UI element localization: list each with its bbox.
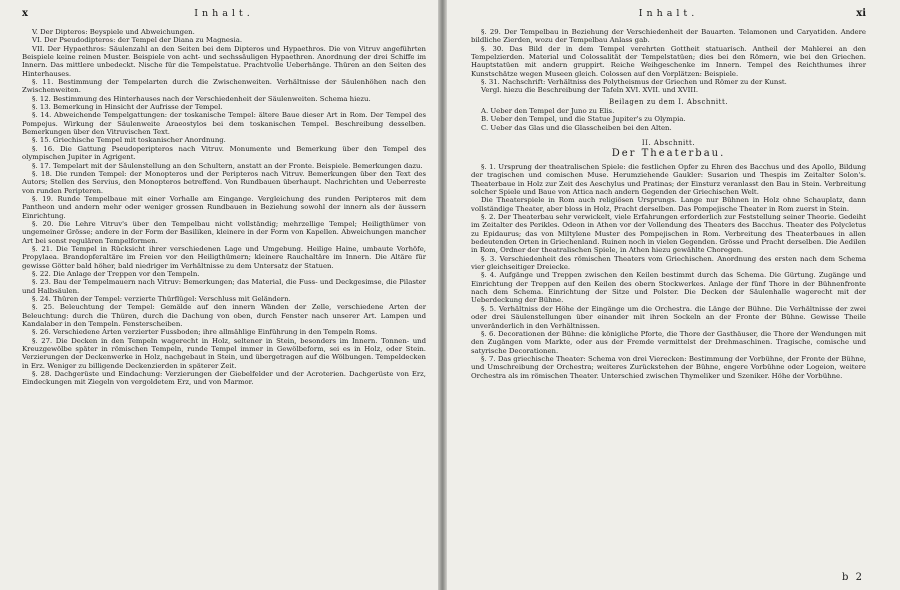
toc-entry: §. 22. Die Anlage der Treppen vor den Tempeln.	[32, 269, 200, 278]
right-page	[447, 0, 900, 590]
toc-entry: §. 3. Verschiedenheit des römischen Theaters vom Griechischen. Anordnung des ersten nach dem Schema vier gleichseitiger Dreiecke.	[471, 254, 866, 272]
appendix-item: A. Ueber den Tempel der Juno zu Elis.	[481, 106, 615, 115]
toc-entry: §. 20. Die Lehre Vitruv's über den Tempelbau nicht vollständig; mehrzellige Tempel; Heiligthümer von ungemeiner Grösse; andere in der Form der Basiliken, kleinere in der Form von Kapellen. Abweichungen mancher Art bei sonst regulären Tempelformen.	[22, 219, 426, 245]
toc-entry: §. 5. Verhältniss der Höhe der Eingänge um die Orchestra. die Länge der Bühne. Die Verhältnisse der zwei oder drei Säulenstellungen über einander mit ihren Sockeln an der Fronte der Bühne. Gewisse Theile unveränderlich in den Verhältnissen.	[471, 304, 866, 330]
toc-entry: §. 7. Das griechische Theater: Schema von drei Vierecken: Bestimmung der Vorbühne, der Fronte der Bühne, und Umschreibung der Orchestra; weiteres Zurückstehen der Bühne, engere Vorbühne oder Logeion, weitere Orchestra als im römischen Theater. Unterschied zwischen Thymeliker und Szeniker. Höhe der Vorbühne.	[471, 354, 866, 380]
section-title: Der Theaterbau.	[611, 147, 726, 159]
section-number: II. Abschnitt.	[641, 138, 696, 147]
toc-entry: §. 13. Bemerkung in Hinsicht der Aufrisse der Tempel.	[32, 103, 223, 112]
toc-entry: §. 16. Die Gattung Pseudoperipteros nach Vitruv. Monumente und Bemerkung über den Tempel des olympischen Jupiter in Agrigent.	[22, 144, 426, 162]
toc-entry: §. 18. Die runden Tempel: der Monopteros und der Peripteros nach Vitruv. Bemerkungen über den Text des Autors; Stellen des Servius, den Monopteros betreffend. Von Rundbauen überhaupt. Nachrichten und Ueberreste von runden Peripteren.	[22, 169, 426, 195]
appendix-title: Beilagen zu dem I. Abschnitt.	[608, 97, 729, 106]
toc-entry: §. 4. Aufgänge und Treppen zwischen den Keilen bestimmt durch das Schema. Die Gürtung. Zugänge und Einrichtung der Treppen auf den Keilen des obern Stockwerkes. Anlage der fünf Thore in der Bühnenfronte nach dem Schema. Einrichtung der Sitze und Polster. Die Decken der Säulenhalle wagerecht mit der Ueberdeckung der Bühne.	[471, 271, 866, 305]
toc-entry: §. 26. Verschiedene Arten verzierter Fussboden; ihre allmählige Einführung in den Tempeln Roms.	[32, 328, 378, 337]
left-running-head: Inhalt.	[194, 8, 254, 19]
toc-entry: §. 17. Tempelart mit der Säulenstellung an den Schultern, anstatt an der Fronte. Beispiele. Bemerkungen dazu.	[32, 161, 423, 170]
left-page-number: x	[22, 8, 28, 19]
left-page	[0, 0, 438, 590]
right-page-number: xi	[856, 8, 866, 19]
appendix-item: B. Ueber den Tempel, und die Statue Jupiter's zu Olympia.	[481, 115, 686, 124]
signature-mark: b 2	[842, 572, 864, 583]
toc-entry: §. 21. Die Tempel in Rücksicht ihrer verschiedenen Lage und Umgebung. Heilige Haine, umbaute Vorhöfe, Propylaea. Brandopferaltäre im Freien vor den Heiligthümern; kleinere Rauchaltäre im Innern. Die Altäre für gewisse Götter bald höher, bald niedriger im Verhältnisse zu dem Untersatz der Statuen.	[22, 244, 426, 270]
toc-entry: §. 12. Bestimmung des Hinterhauses nach der Verschiedenheit der Säulenweiten. Schema hiezu.	[32, 94, 371, 103]
toc-entry: §. 14. Abweichende Tempelgattungen: der toskanische Tempel: ältere Baue dieser Art in Rom. Der Tempel des Pompejus. Wirkung der Säulenweite Araeostylos bei dem toskanischen Tempel. Beschreibung desselben. Bemerkungen über den Vitruvischen Text.	[22, 111, 426, 137]
right-page-header	[471, 8, 866, 22]
toc-entry: §. 28. Dachgerüste und Eindachung: Verzierungen der Giebelfelder und der Acroterien. Dachgerüste von Erz, Eindeckungen mit Ziegeln von vergoldetem Erz, und von Marmor.	[22, 370, 426, 387]
toc-entry: §. 27. Die Decken in den Tempeln wagerecht in Holz, seltener in Stein, besonders im Innern. Tonnen- und Kreuzgewölbe später in römischen Tempeln, runde Tempel immer in Gewölbeform, sei es in Holz, oder Stein. Verzierungen der Deckenwerke in Holz, nachgebaut in Stein, und übergetragen auf die Wölbungen. Tempeldecken in Erz. Weniger zu billigende Deckenzierden in späterer Zeit.	[22, 336, 426, 370]
toc-entry: §. 2. Der Theaterbau sehr verwickelt, viele Erfahrungen erforderlich zur Feststellung seiner Theorie. Gedeiht im Zeitalter des Perikles. Odeon in Athen vor der Vollendung des Theaters des Bacchus. Theater des Polycletus zu Epidaurus; das von Miltylene Muster des Pompejischen in Rom. Verbreitung des Theaterbaues in allen bedeutenden Orten in Griechenland. Ruinen noch in vielen Gegenden. Grösse und Pracht derselben. Die Aedilen in Rom, Ordner der theatralischen Spiele, in Athen hiezu gewählte Choregen.	[471, 213, 866, 255]
toc-entry: V. Der Dipteros: Beyspiele und Abweichungen.	[32, 28, 195, 36]
toc-entry: §. 6. Decorationen der Bühne: die königliche Pforte, die Thore der Gasthäuser, die Thore der Wendungen mit den Zugängen vom Markte, oder aus der Fremde vermittelst der Drehmaschinen. Tragische, comische und satyrische Decorationen.	[471, 329, 866, 355]
toc-entry: §. 25. Beleuchtung der Tempel: Gemälde auf den innern Wänden der Zelle, verschiedene Arten der Beleuchtung: durch die Thüren, durch die Dachung von oben, durch Fenster nach unserer Art. Lampen und Kandalaber in den Tempeln. Fensterscheiben.	[22, 303, 426, 329]
toc-entry: §. 24. Thüren der Tempel: verzierte Thürflügel: Verschluss mit Geländern.	[32, 295, 291, 303]
plates-reference: Vergl. hiezu die Beschreibung der Tafeln XVI. XVII. und XVIII.	[481, 86, 699, 95]
toc-entry: §. 19. Runde Tempelbaue mit einer Vorhalle am Eingange. Vergleichung des runden Peripteros mit dem Pantheon und andern mehr oder weniger grossen Rundbauen in Beziehung sowohl der innern als der äussern Einrichtung.	[22, 194, 426, 220]
toc-entry: §. 11. Bestimmung der Tempelarten durch die Zwischenweiten. Verhältnisse der Säulenhöhen nach den Zwischenweiten.	[22, 78, 426, 95]
toc-entry: §. 31. Nachschrift: Verhältniss des Polytheismus der Griechen und Römer zu der Kunst.	[481, 78, 787, 87]
toc-entry: VII. Der Hypaethros: Säulenzahl an den Seiten bei dem Dipteros und Hypaethros. Die von Vitruv angeführten Beispiele keine reinen Muster. Beispiele von acht- und sechssäuligen Hypaethren. Anordnung der drei Schiffe im Innern. Das mittlere unbedeckt. Nische für die Tempelstatue. Prachtvolle Ueberhänge. Thüren an den Seiten des Hinterhauses.	[22, 44, 426, 78]
appendix-item: C. Ueber das Glas und die Glasscheiben bei den Alten.	[481, 123, 672, 132]
toc-entry: §. 15. Griechische Tempel mit toskanischer Anordnung.	[32, 136, 226, 145]
toc-entry: §. 30. Das Bild der in dem Tempel verehrten Gottheit statuarisch. Antheil der Mahlerei an den Tempelzierden. Material und Colossalität der Tempelstatüen; dies bei den Römern, wie bei den Griechen. Hauptstatüen mit andern gruppirt. Reiche Weihgeschenke im Innern. Tempel des Reichthumes ihrer Kunstschätze wegen Museen gleich. Colossen auf den Vorplätzen: Beispiele.	[471, 44, 866, 78]
toc-entry: VI. Der Pseudodipteros: der Tempel der Diana zu Magnesia.	[32, 36, 243, 45]
toc-entry: Die Theaterspiele in Rom auch religiösen Ursprungs. Lange nur Bühnen in Holz ohne Schauplatz, dann vollständige Theater, aber bloss in Holz, Pracht derselben. Das Pompejische Theater in Rom zuerst in Stein.	[471, 196, 866, 213]
book-gutter	[438, 0, 447, 590]
right-running-head: Inhalt.	[638, 8, 699, 19]
toc-entry: §. 23. Bau der Tempelmauern nach Vitruv: Bemerkungen; das Material, die Fuss- und Deckgesimse, die Pilaster und Halbsäulen.	[22, 278, 426, 295]
left-page-header	[22, 8, 426, 22]
toc-entry: §. 29. Der Tempelbau in Beziehung der Verschiedenheit der Bauarten. Telamonen und Caryatiden. Andere bildliche Zierden, wozu der Tempelbau Anlass gab.	[471, 28, 866, 45]
toc-entry: §. 1. Ursprung der theatralischen Spiele: die festlichen Opfer zu Ehren des Bacchus und des Apollo, Bildung der tragischen und comischen Muse. Herumziehende Gaukler: Susarion und Thespis im Zeitalter Solon's. Theaterbaue in Holz zur Zeit des Aeschylus und Pratinas; der Einsturz veranlasst den Bau in Stein. Verbreitung solcher Spiele und Baue von Attica nach andern Gegenden der Griechischen Welt.	[471, 162, 866, 196]
